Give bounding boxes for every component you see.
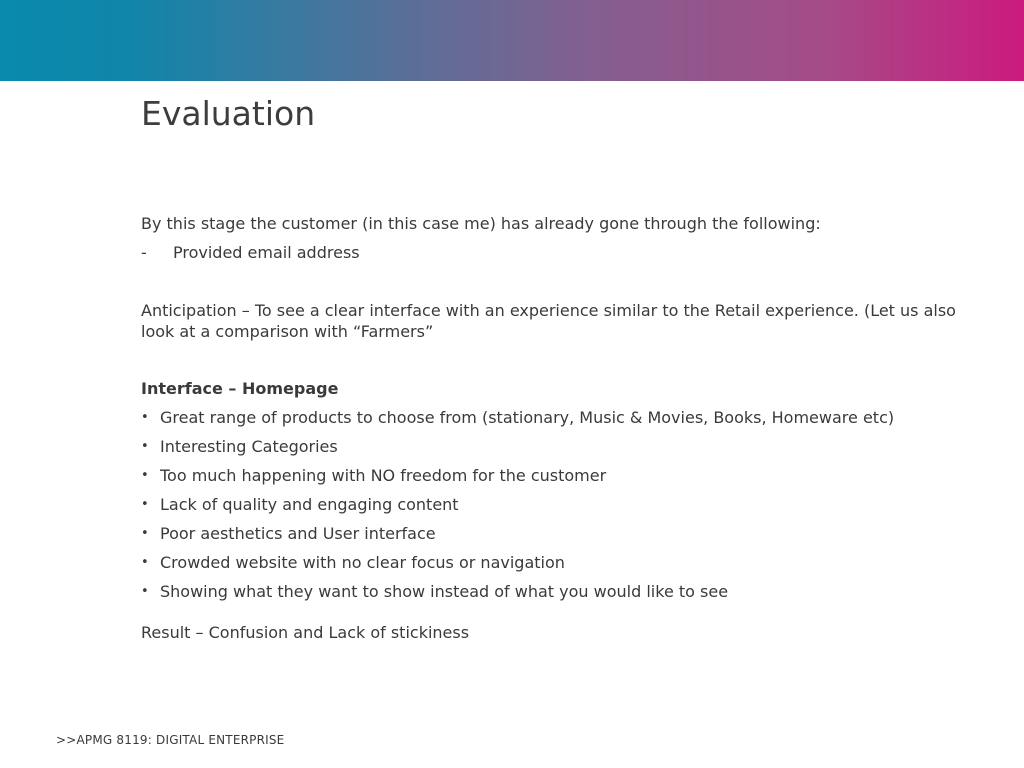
bullet-text: Great range of products to choose from (stationary, Music & Movies, Books, Homeware etc) xyxy=(160,408,895,427)
bullet-item xyxy=(141,407,961,428)
bullet-text: Interesting Categories xyxy=(160,437,338,456)
bullet-item xyxy=(141,465,961,486)
bullet-item xyxy=(141,436,961,457)
dash-list-item xyxy=(141,242,961,263)
bullet-item xyxy=(141,523,961,544)
bullet-item xyxy=(141,494,961,515)
bullet-item xyxy=(141,581,961,602)
slide-body xyxy=(141,213,961,643)
slide-title: Evaluation xyxy=(141,94,316,133)
section-heading: Interface – Homepage xyxy=(141,379,339,398)
bullet-marker: • xyxy=(141,555,149,570)
dash-item-text: Provided email address xyxy=(173,243,360,262)
intro-text: By this stage the customer (in this case me) has already gone through the following: xyxy=(141,214,821,233)
bullet-marker: • xyxy=(141,468,149,483)
bullet-marker: • xyxy=(141,584,149,599)
bullet-text: Crowded website with no clear focus or navigation xyxy=(160,553,565,572)
bullet-text: Lack of quality and engaging content xyxy=(160,495,459,514)
bullet-list xyxy=(141,407,961,602)
bullet-marker: • xyxy=(141,439,149,454)
bullet-text: Showing what they want to show instead of what you would like to see xyxy=(160,582,729,601)
footer-course-label: >>APMG 8119: DIGITAL ENTERPRISE xyxy=(56,733,285,747)
top-gradient-banner xyxy=(0,0,1024,81)
anticipation-text: Anticipation – To see a clear interface with an experience similar to the Retail experience. (Let us also look at a comparison with “Farmers” xyxy=(141,301,956,341)
dash-marker: - xyxy=(141,243,147,262)
bullet-text: Too much happening with NO freedom for the customer xyxy=(160,466,607,485)
bullet-marker: • xyxy=(141,410,149,425)
bullet-text: Poor aesthetics and User interface xyxy=(160,524,436,543)
bullet-marker: • xyxy=(141,497,149,512)
result-text: Result – Confusion and Lack of stickiness xyxy=(141,623,470,642)
bullet-item xyxy=(141,552,961,573)
bullet-marker: • xyxy=(141,526,149,541)
